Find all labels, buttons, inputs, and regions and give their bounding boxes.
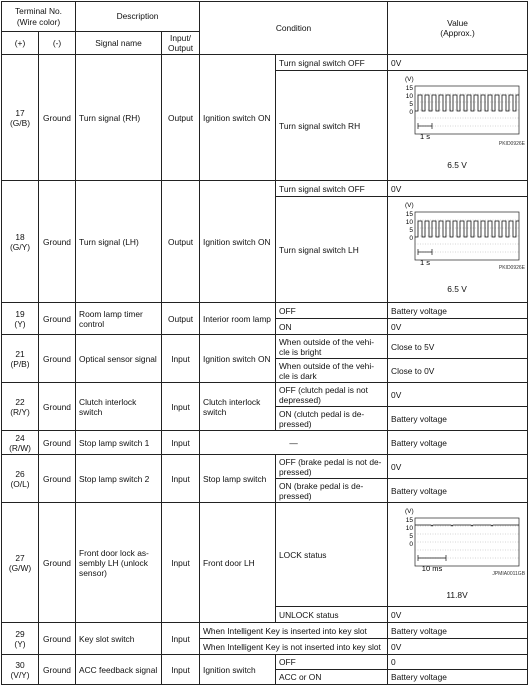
io-cell: Input — [162, 655, 200, 685]
condition-cell: Stop lamp switch — [200, 455, 276, 503]
y-tick: 10 — [405, 525, 414, 533]
wire-color: (Y) — [14, 638, 26, 649]
io-cell: Input — [162, 503, 200, 623]
y-tick: 5 — [409, 101, 414, 109]
condition-header: Condition — [200, 2, 388, 55]
value-cell: 0 — [388, 655, 528, 670]
y-unit: (V) — [405, 202, 414, 210]
wire-color: (O/L) — [10, 478, 30, 489]
condition-cell: Interior room lamp — [200, 303, 276, 335]
wire-color: (V/Y) — [10, 669, 30, 680]
value-cell: Battery voltage — [388, 670, 528, 685]
value-label: Value — [447, 18, 468, 28]
waveform-cell — [388, 197, 528, 303]
value-cell: Battery voltage — [388, 431, 528, 455]
sub-condition: OFF — [276, 655, 388, 670]
y-unit: (V) — [405, 76, 414, 84]
ground-cell: Ground — [39, 431, 76, 455]
terminal-22 — [2, 383, 39, 431]
wire-color: (G/W) — [8, 562, 32, 573]
ground-cell: Ground — [39, 623, 76, 655]
wire-color: (R/Y) — [10, 406, 30, 417]
waveform-value: 11.8V — [446, 590, 468, 601]
waveform-value: 6.5 V — [447, 160, 467, 171]
value-cell: Battery voltage — [388, 479, 528, 503]
approx-label: (Approx.) — [440, 28, 475, 39]
terminal-number: 24 — [15, 432, 25, 443]
ground-cell: Ground — [39, 303, 76, 335]
description-header: Description — [76, 2, 200, 32]
terminal-18 — [2, 181, 39, 303]
terminal-21 — [2, 335, 39, 383]
y-tick: 10 — [405, 93, 414, 101]
value-cell: 0V — [388, 455, 528, 479]
waveform-cell — [388, 503, 528, 607]
time-scale: 10 ms — [421, 564, 443, 574]
y-tick: 15 — [405, 211, 414, 219]
terminal-24 — [2, 431, 39, 455]
y-tick: 5 — [409, 533, 414, 541]
io-cell: Input — [162, 383, 200, 431]
sub-condition: ON (brake pedal is de- pressed) — [276, 479, 388, 503]
value-cell: 0V — [388, 607, 528, 623]
y-tick: 15 — [405, 85, 414, 93]
sub-condition: UNLOCK status — [276, 607, 388, 623]
terminal-19 — [2, 303, 39, 335]
condition-cell: Ignition switch ON — [200, 181, 276, 303]
y-tick: 15 — [405, 517, 414, 525]
wire-color: (P/B) — [10, 358, 30, 369]
sub-condition: OFF (brake pedal is not de- pressed) — [276, 455, 388, 479]
signal-name: Optical sensor signal — [76, 335, 162, 383]
wire-color: (R/W) — [9, 442, 31, 453]
io-cell: Input — [162, 431, 200, 455]
value-cell: 0V — [388, 383, 528, 407]
terminal-number: 17 — [15, 107, 25, 118]
y-tick: 10 — [405, 219, 414, 227]
condition-cell: — — [200, 431, 388, 455]
terminal-29 — [2, 623, 39, 655]
signal-name: Turn signal (LH) — [76, 181, 162, 303]
condition-cell: Clutch interlock switch — [200, 383, 276, 431]
signal-name: Clutch interlock switch — [76, 383, 162, 431]
y-unit: (V) — [405, 508, 414, 516]
terminal-17 — [2, 55, 39, 181]
ground-cell: Ground — [39, 383, 76, 431]
wire-color-label: (Wire color) — [16, 16, 61, 27]
condition-cell: Ignition switch ON — [200, 335, 276, 383]
sub-condition: When Intelligent Key is not inserted into key slot — [200, 639, 388, 655]
terminal-number: 29 — [15, 628, 25, 639]
time-scale: 1 s — [420, 132, 431, 142]
sub-condition: ACC or ON — [276, 670, 388, 685]
value-cell: 0V — [388, 319, 528, 335]
signal-name: Key slot switch — [76, 623, 162, 655]
terminal-number: 27 — [15, 552, 25, 563]
waveform-cell — [388, 71, 528, 181]
terminal-30 — [2, 655, 39, 685]
io-cell: Input — [162, 335, 200, 383]
wire-color: (G/Y) — [9, 241, 30, 252]
terminal-no-header — [2, 2, 76, 32]
io-cell: Output — [162, 303, 200, 335]
signal-name-header: Signal name — [76, 32, 162, 55]
y-tick: 0 — [409, 235, 414, 243]
terminal-number: 30 — [15, 659, 25, 670]
sub-condition: ON — [276, 319, 388, 335]
value-cell: 0V — [388, 181, 528, 197]
io-cell: Output — [162, 181, 200, 303]
plus-header: (+) — [2, 32, 39, 55]
wire-color: (G/B) — [9, 117, 30, 128]
io-cell: Input — [162, 455, 200, 503]
sub-condition: When outside of the vehi- cle is bright — [276, 335, 388, 359]
io-cell: Input — [162, 623, 200, 655]
wire-color: (Y) — [14, 318, 26, 329]
signal-name: ACC feedback signal — [76, 655, 162, 685]
sub-condition: ON (clutch pedal is de- pressed) — [276, 407, 388, 431]
signal-name: Stop lamp switch 2 — [76, 455, 162, 503]
ground-cell: Ground — [39, 503, 76, 623]
condition-cell: Ignition switch — [200, 655, 276, 685]
value-cell: 0V — [388, 55, 528, 71]
ground-cell: Ground — [39, 55, 76, 181]
sub-condition: OFF — [276, 303, 388, 319]
value-cell: Battery voltage — [388, 303, 528, 319]
minus-header: (-) — [39, 32, 76, 55]
terminal-number: 18 — [15, 231, 25, 242]
terminal-26 — [2, 455, 39, 503]
waveform-value: 6.5 V — [447, 284, 467, 295]
terminal-no-label: Terminal No. — [15, 6, 63, 17]
condition-cell: Ignition switch ON — [200, 55, 276, 181]
terminal-number: 19 — [15, 308, 25, 319]
sub-condition: Turn signal switch OFF — [276, 181, 388, 197]
terminal-number: 21 — [15, 348, 25, 359]
signal-name: Turn signal (RH) — [76, 55, 162, 181]
y-tick: 0 — [409, 109, 414, 117]
y-tick: 5 — [409, 227, 414, 235]
sub-condition: When Intelligent Key is inserted into key slot — [200, 623, 388, 639]
value-cell: Battery voltage — [388, 623, 528, 639]
ground-cell: Ground — [39, 181, 76, 303]
condition-cell: Front door LH — [200, 503, 276, 623]
signal-name: Room lamp timer control — [76, 303, 162, 335]
sub-condition: OFF (clutch pedal is not depressed) — [276, 383, 388, 407]
ground-cell: Ground — [39, 335, 76, 383]
y-tick: 0 — [409, 541, 414, 549]
figure-code: PKID0926E — [498, 265, 526, 272]
value-cell: Close to 0V — [388, 359, 528, 383]
sub-condition: LOCK status — [276, 503, 388, 607]
value-cell: Close to 5V — [388, 335, 528, 359]
signal-name: Stop lamp switch 1 — [76, 431, 162, 455]
io-header: Input/ Output — [162, 32, 200, 55]
terminal-27 — [2, 503, 39, 623]
terminal-table — [1, 1, 528, 685]
sub-condition: Turn signal switch LH — [276, 197, 388, 303]
value-cell: 0V — [388, 639, 528, 655]
value-header — [388, 2, 528, 55]
terminal-number: 26 — [15, 468, 25, 479]
io-cell: Output — [162, 55, 200, 181]
value-cell: Battery voltage — [388, 407, 528, 431]
sub-condition: Turn signal switch OFF — [276, 55, 388, 71]
terminal-number: 22 — [15, 396, 25, 407]
sub-condition: When outside of the vehi- cle is dark — [276, 359, 388, 383]
sub-condition: Turn signal switch RH — [276, 71, 388, 181]
figure-code: JPMIA0011GB — [492, 571, 526, 578]
time-scale: 1 s — [420, 258, 431, 268]
signal-name: Front door lock as- sembly LH (unlock sensor) — [76, 503, 162, 623]
ground-cell: Ground — [39, 455, 76, 503]
ground-cell: Ground — [39, 655, 76, 685]
figure-code: PKID0926E — [498, 141, 526, 148]
